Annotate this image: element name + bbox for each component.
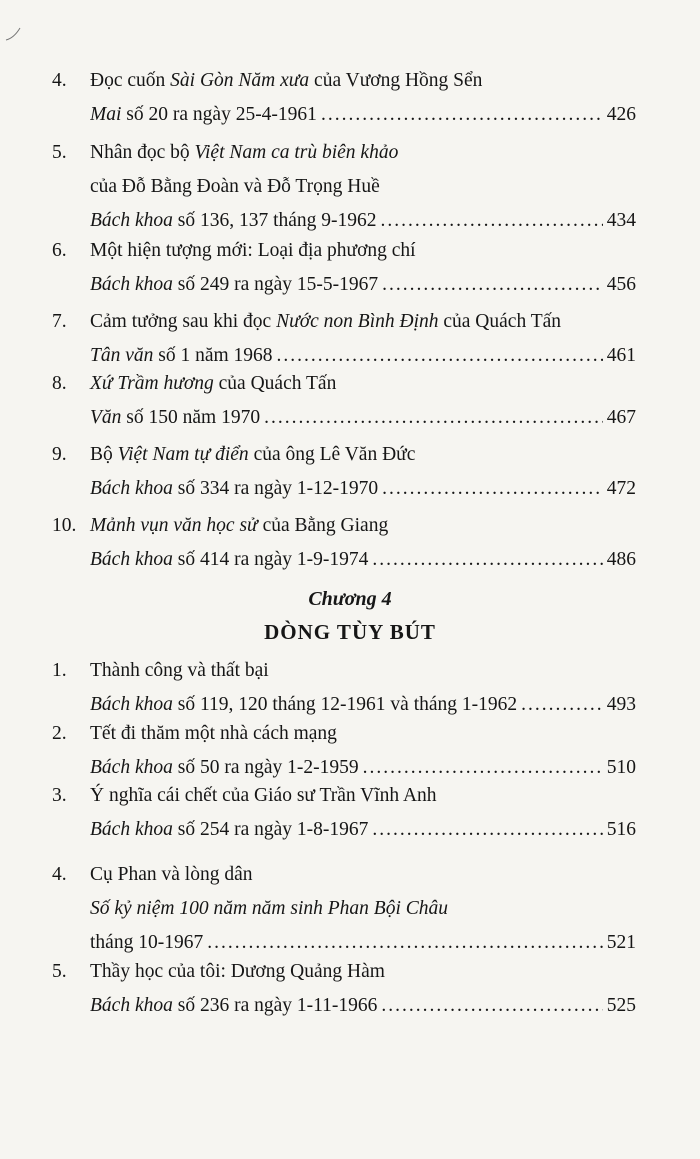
italic-title-run: Bách khoa <box>90 757 173 778</box>
toc-entry-title <box>90 717 337 751</box>
toc-entry[interactable] <box>52 955 636 1023</box>
toc-entry-title-line <box>52 858 636 892</box>
toc-entry[interactable] <box>52 654 636 722</box>
italic-title-run: Văn <box>90 407 122 428</box>
toc-entry-number: 7. <box>52 311 67 332</box>
toc-entry-page-number: 461 <box>606 345 636 366</box>
toc-entry-page-number: 516 <box>606 819 636 840</box>
toc-entry-number: 10. <box>52 515 77 536</box>
leader-dots <box>264 401 603 435</box>
toc-entry[interactable] <box>52 509 636 577</box>
text-run: Thành công và thất bại <box>90 660 269 681</box>
text-run: của Quách Tấn <box>213 373 337 394</box>
italic-title-run: Bách khoa <box>90 694 173 715</box>
italic-title-run: Bách khoa <box>90 274 173 295</box>
toc-entry-source <box>90 543 368 577</box>
toc-entry-title <box>90 367 336 401</box>
text-run: tháng 10-1967 <box>90 932 204 953</box>
italic-title-run: Việt Nam ca trù biên khảo <box>194 142 399 163</box>
italic-title-run: Bách khoa <box>90 478 173 499</box>
toc-entry[interactable] <box>52 234 636 302</box>
toc-entry-title-line <box>52 509 636 543</box>
leader-dots <box>321 98 603 132</box>
text-run: của Bằng Giang <box>257 515 389 536</box>
toc-entry[interactable] <box>52 858 636 960</box>
text-run: số 136, 137 tháng 9-1962 <box>172 210 377 231</box>
italic-title-run: Mảnh vụn văn học sử <box>90 515 258 536</box>
toc-entry[interactable] <box>52 717 636 785</box>
toc-entry-page-number: 510 <box>606 757 636 778</box>
toc-entry-source-line <box>52 401 636 435</box>
toc-entry-title-line <box>52 438 636 472</box>
toc-entry-number: 3. <box>52 785 67 806</box>
toc-entry[interactable] <box>52 305 636 373</box>
toc-entry-title-line <box>52 779 636 813</box>
italic-title-run: Bách khoa <box>90 819 173 840</box>
toc-entry-source <box>90 472 378 506</box>
toc-entry-title <box>90 654 269 688</box>
toc-entry-title <box>90 170 380 204</box>
toc-entry-title-line <box>52 654 636 688</box>
toc-entry-page-number: 472 <box>606 478 636 499</box>
toc-entry-number: 2. <box>52 723 67 744</box>
chapter-number: Chương 4 <box>308 588 392 610</box>
toc-entry-page-number: 426 <box>606 104 636 125</box>
toc-entry-page-number: 434 <box>606 210 636 231</box>
toc-entry-title <box>90 955 385 989</box>
toc-entry-source <box>90 813 368 847</box>
toc-entry-source-line <box>52 813 636 847</box>
italic-title-run: Bách khoa <box>90 549 173 570</box>
toc-entry-title-line <box>52 955 636 989</box>
text-run: Một hiện tượng mới: Loại địa phương chí <box>90 240 416 261</box>
toc-entry-page-number: 521 <box>606 932 636 953</box>
toc-entry-source <box>90 98 317 132</box>
text-run: Tết đi thăm một nhà cách mạng <box>90 723 337 744</box>
italic-title-run: Bách khoa <box>90 210 173 231</box>
text-run: số 119, 120 tháng 12-1961 và tháng 1-1962 <box>172 694 518 715</box>
toc-entry-title <box>90 779 437 813</box>
toc-entry-page-number: 525 <box>606 995 636 1016</box>
toc-entry-page-number: 493 <box>606 694 636 715</box>
toc-entry-page-number: 486 <box>606 549 636 570</box>
leader-dots <box>381 989 602 1023</box>
toc-entry-number: 9. <box>52 444 67 465</box>
leader-dots <box>381 204 603 238</box>
text-run: của Quách Tấn <box>438 311 562 332</box>
italic-title-run: Tân văn <box>90 345 154 366</box>
italic-title-run: Sài Gòn Năm xưa <box>170 70 310 91</box>
chapter-title: DÒNG TÙY BÚT <box>264 620 436 644</box>
text-run: số 50 ra ngày 1-2-1959 <box>172 757 359 778</box>
toc-entry-number: 5. <box>52 142 67 163</box>
italic-title-run: Bách khoa <box>90 995 173 1016</box>
text-run: Bộ <box>90 444 118 465</box>
text-run: số 1 năm 1968 <box>153 345 273 366</box>
toc-entry-title-line <box>52 367 636 401</box>
text-run: số 249 ra ngày 15-5-1967 <box>172 274 379 295</box>
toc-entry-title <box>90 438 415 472</box>
toc-entry-number: 1. <box>52 660 67 681</box>
toc-entry-number: 4. <box>52 864 67 885</box>
italic-title-run: Số kỷ niệm 100 năm năm sinh Phan Bội Châu <box>90 898 449 919</box>
toc-entry-title <box>90 234 416 268</box>
toc-entry[interactable] <box>52 367 636 435</box>
text-run: của Vương Hồng Sển <box>309 70 483 91</box>
toc-entry-source <box>90 401 260 435</box>
toc-entry-title-line <box>52 717 636 751</box>
toc-entry-title <box>90 64 482 98</box>
leader-dots <box>372 543 602 577</box>
italic-title-run: Xứ Trầm hương <box>90 373 214 394</box>
toc-entry-source-line <box>52 268 636 302</box>
toc-entry-source-line <box>52 472 636 506</box>
italic-title-run: Mai <box>90 104 122 125</box>
text-run: số 254 ra ngày 1-8-1967 <box>172 819 369 840</box>
text-run: số 20 ra ngày 25-4-1961 <box>121 104 317 125</box>
text-run: của ông Lê Văn Đức <box>248 444 416 465</box>
text-run: Ý nghĩa cái chết của Giáo sư Trần Vĩnh Anh <box>90 785 437 806</box>
text-run: Thầy học của tôi: Dương Quảng Hàm <box>90 961 385 982</box>
toc-entry[interactable] <box>52 779 636 847</box>
text-run: số 334 ra ngày 1-12-1970 <box>172 478 379 499</box>
toc-entry-number: 6. <box>52 240 67 261</box>
text-run: Cụ Phan và lòng dân <box>90 864 253 885</box>
toc-entry-source-line <box>52 989 636 1023</box>
text-run: số 150 năm 1970 <box>121 407 261 428</box>
toc-entry-number: 5. <box>52 961 67 982</box>
toc-entry-number: 8. <box>52 373 67 394</box>
toc-entry-title-line <box>52 234 636 268</box>
toc-entry-source <box>90 268 378 302</box>
toc-entry-title-line <box>52 136 636 170</box>
text-run: số 414 ra ngày 1-9-1974 <box>172 549 369 570</box>
toc-entry-source-line <box>52 204 636 238</box>
leader-dots <box>382 268 603 302</box>
toc-entry-title-line <box>52 892 636 926</box>
toc-entry-source <box>90 204 377 238</box>
toc-entry-title-line <box>52 64 636 98</box>
toc-entry-title <box>90 509 388 543</box>
text-run: Cảm tưởng sau khi đọc <box>90 311 277 332</box>
italic-title-run: Việt Nam tự điển <box>117 444 249 465</box>
toc-entry-title-line <box>52 305 636 339</box>
italic-title-run: Nước non Bình Định <box>276 311 439 332</box>
toc-entry-title <box>90 305 561 339</box>
text-run: của Đỗ Bằng Đoàn và Đỗ Trọng Huề <box>90 176 380 197</box>
toc-entry-number: 4. <box>52 70 67 91</box>
text-run: Đọc cuốn <box>90 70 171 91</box>
toc-entry[interactable] <box>52 64 636 132</box>
text-run: số 236 ra ngày 1-11-1966 <box>172 995 378 1016</box>
toc-entry-page-number: 467 <box>606 407 636 428</box>
leader-dots <box>382 472 603 506</box>
toc-entry-source-line <box>52 98 636 132</box>
toc-entry-title <box>90 892 448 926</box>
toc-entry-page-number: 456 <box>606 274 636 295</box>
toc-entry-source-line <box>52 543 636 577</box>
toc-entry-title-line <box>52 170 636 204</box>
toc-entry-title <box>90 136 398 170</box>
toc-entry[interactable] <box>52 136 636 238</box>
toc-entry-title <box>90 858 252 892</box>
text-run: Nhân đọc bộ <box>90 142 195 163</box>
leader-dots <box>372 813 602 847</box>
toc-entry[interactable] <box>52 438 636 506</box>
toc-entry-source <box>90 989 377 1023</box>
